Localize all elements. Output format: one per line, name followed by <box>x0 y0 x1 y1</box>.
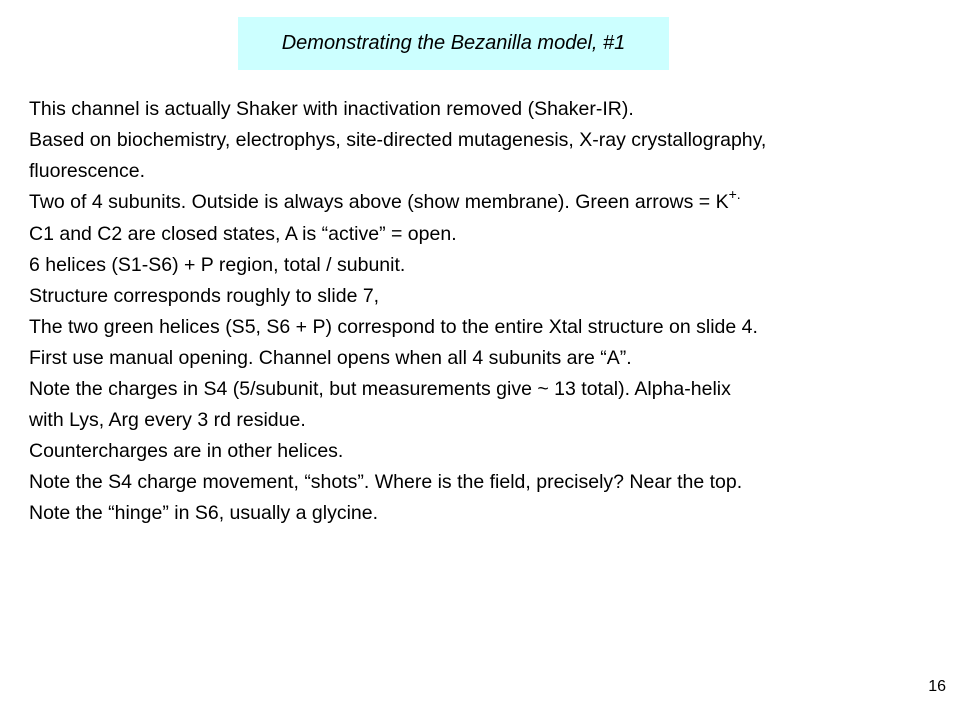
superscript-k-plus: +. <box>728 186 741 202</box>
text-line: Note the charges in S4 (5/subunit, but measurements give ~ 13 total). Alpha-helix <box>29 378 731 400</box>
slide-body <box>29 94 949 529</box>
title-box <box>238 17 669 70</box>
text-line: 6 helices (S1-S6) + P region, total / subunit. <box>29 254 406 276</box>
text-line-main: Two of 4 subunits. Outside is always above (show membrane). Green arrows = K <box>29 191 729 213</box>
slide-title: Demonstrating the Bezanilla model, #1 <box>281 32 626 54</box>
text-line: Based on biochemistry, electrophys, site-directed mutagenesis, X-ray crystallography, <box>29 129 767 151</box>
text-line: Note the “hinge” in S6, usually a glycine. <box>29 502 379 524</box>
text-line: First use manual opening. Channel opens when all 4 subunits are “A”. <box>29 347 632 369</box>
text-line-subunits <box>29 187 949 219</box>
text-line: Structure corresponds roughly to slide 7, <box>29 285 380 307</box>
text-line: The two green helices (S5, S6 + P) correspond to the entire Xtal structure on slide 4. <box>29 316 758 338</box>
text-line: This channel is actually Shaker with inactivation removed (Shaker-IR). <box>29 98 634 120</box>
text-line: Countercharges are in other helices. <box>29 440 344 462</box>
text-line: with Lys, Arg every 3 rd residue. <box>29 409 306 431</box>
text-line: Note the S4 charge movement, “shots”. Where is the field, precisely? Near the top. <box>29 471 743 493</box>
text-line: fluorescence. <box>29 160 145 182</box>
text-line: C1 and C2 are closed states, A is “active” = open. <box>29 223 457 245</box>
page-number: 16 <box>928 678 946 695</box>
